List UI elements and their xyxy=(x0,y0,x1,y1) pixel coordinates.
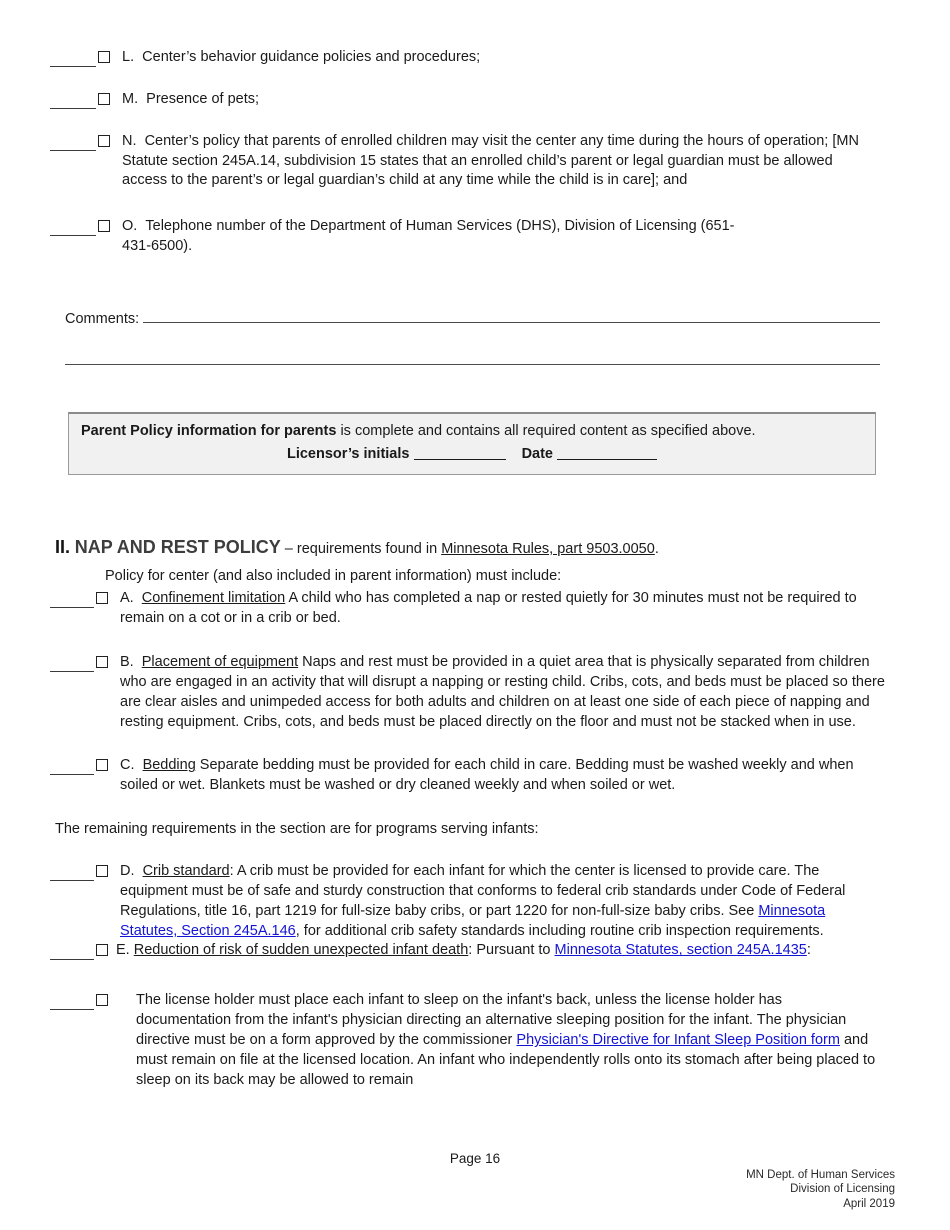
checklist-item-D[interactable] xyxy=(50,862,950,941)
item-label-O: O. xyxy=(122,218,138,235)
checklist-item-sleep-position-text xyxy=(108,991,876,1090)
item-label-A: A. xyxy=(120,590,134,607)
item-body-L: Center’s behavior guidance policies and procedures; xyxy=(142,49,481,65)
checklist-item-D-text xyxy=(108,862,882,941)
checkbox-sleep-position[interactable] xyxy=(96,994,108,1006)
sleep-part1: The license holder must place each infant to sleep on the infant's back, unless the license holder has documentation from the infant's physician directing an alternative sleeping position for the infant. The physician directive must be on a form approved by the commissioner xyxy=(136,992,847,1049)
attestation-bold-lead: Parent Policy information for parents xyxy=(81,422,337,439)
initial-blank-line[interactable] xyxy=(50,93,96,109)
comments-input-line-1[interactable] xyxy=(143,309,880,323)
checklist-item-A-text xyxy=(108,589,880,629)
initial-blank-line[interactable] xyxy=(50,759,94,775)
checklist-item-L[interactable] xyxy=(50,48,950,68)
checkbox-C[interactable] xyxy=(96,759,108,771)
checklist-item-M-text xyxy=(110,90,950,110)
checkbox-E[interactable] xyxy=(96,944,108,956)
comments-row xyxy=(65,309,880,330)
initial-blank-line[interactable] xyxy=(50,135,96,151)
comments-section xyxy=(65,309,880,365)
item-term-D: Crib standard xyxy=(142,863,230,880)
section-two-heading xyxy=(55,535,950,560)
initial-blank-line[interactable] xyxy=(50,865,94,881)
item-label-B: B. xyxy=(120,654,134,671)
initial-blank-line[interactable] xyxy=(50,220,96,236)
checkbox-A[interactable] xyxy=(96,592,108,604)
checklist-item-O-text xyxy=(110,217,762,257)
footer-org-line-1: MN Dept. of Human Services xyxy=(746,1169,895,1181)
date-input[interactable] xyxy=(557,446,657,460)
checklist-item-B[interactable] xyxy=(50,653,950,732)
physicians-directive-form-link[interactable]: Physician's Directive for Infant Sleep Position form xyxy=(516,1032,840,1049)
item-label-C: C. xyxy=(120,757,135,774)
checklist-item-E-text xyxy=(108,941,841,961)
item-label-L: L. xyxy=(122,49,135,65)
attestation-rest: is complete and contains all required content as specified above. xyxy=(336,422,756,439)
checkbox-B[interactable] xyxy=(96,656,108,668)
initial-blank-line[interactable] xyxy=(50,51,96,67)
licensor-initials-input[interactable] xyxy=(414,446,506,460)
checklist-item-L-text xyxy=(110,48,950,68)
checkbox-N[interactable] xyxy=(98,135,110,147)
attestation-statement xyxy=(81,422,863,442)
footer-org-line-3: April 2019 xyxy=(843,1197,895,1210)
section-two-number: II. xyxy=(55,536,71,557)
checklist-item-O[interactable] xyxy=(50,217,950,257)
section-two-dash-text: – requirements found in xyxy=(280,540,442,557)
checkbox-O[interactable] xyxy=(98,220,110,232)
licensor-initials-label: Licensor’s initials xyxy=(286,445,410,462)
page-number: Page 16 xyxy=(449,1151,501,1166)
item-label-E: E. xyxy=(116,942,130,959)
item-d-part2: , for additional crib safety standards including routine crib inspection requirements. xyxy=(295,922,824,939)
checklist-item-B-text xyxy=(108,653,890,732)
infant-programs-note: The remaining requirements in the section are for programs serving infants: xyxy=(55,821,539,838)
item-body-M: Presence of pets; xyxy=(146,90,260,107)
minnesota-statutes-245a146-link[interactable]: Minnesota Statutes, Section 245A.146 xyxy=(120,902,826,939)
section-one-items xyxy=(0,0,950,257)
checklist-item-M[interactable] xyxy=(50,90,950,110)
checklist-item-sleep-position[interactable] xyxy=(50,991,950,1090)
item-d-part1: : A crib must be provided for each infant for which the center is licensed to provide care. The equipment must be of safe and sturdy construction that conforms to federal crib standards under Code of Federal Regulations, title 16, part 1219 for full-size baby cribs, or part 1220 for non-full-size baby cribs. See xyxy=(120,863,846,919)
sleep-part2: and must remain on file at the licensed location. An infant who independently rolls onto its stomach after being placed to sleep on its back may be allowed to remain xyxy=(136,1032,876,1088)
item-body-N: Center’s policy that parents of enrolled children may visit the center any time during the hours of operation; [MN Statute section 245A.14, subdivision 15 states that an enrolled child’s parent or legal guardian must be allowed access to the parent’s or legal guardian’s child at any time while the child is in care]; and xyxy=(122,132,859,189)
attestation-box xyxy=(68,412,876,475)
initial-blank-line[interactable] xyxy=(50,656,94,672)
item-label-M: M. xyxy=(122,90,139,107)
checklist-item-E[interactable] xyxy=(50,941,950,961)
item-label-N: N. xyxy=(122,132,137,149)
section-two-intro: Policy for center (and also included in parent information) must include: xyxy=(105,568,562,585)
section-two-title: NAP AND REST POLICY xyxy=(74,536,281,557)
footer-organization xyxy=(746,1168,895,1211)
checklist-item-C[interactable] xyxy=(50,756,950,796)
item-body-O: Telephone number of the Department of Human Services (DHS), Division of Licensing (651-431-6500). xyxy=(122,218,735,255)
item-e-part2: : xyxy=(806,942,811,959)
item-body-B: Naps and rest must be provided in a quiet area that is physically separated from children who are engaged in an activity that will disrupt a napping or resting child. Cribs, cots, and beds must be placed so there are clear aisles and unimpeded access for both adults and children on at least one side of each piece of napping and resting equipment. Cribs, cots, and beds must be placed directly on the floor and must not be stacked when in use. xyxy=(120,654,885,730)
initial-blank-line[interactable] xyxy=(50,994,94,1010)
item-body-A: A child who has completed a nap or rested quietly for 30 minutes must not be required to remain on a cot or in a crib or bed. xyxy=(120,590,857,627)
item-term-C: Bedding xyxy=(142,757,196,774)
date-label: Date xyxy=(521,445,553,462)
comments-label: Comments: xyxy=(65,311,140,328)
item-e-part1: : Pursuant to xyxy=(468,942,555,959)
initial-blank-line[interactable] xyxy=(50,592,94,608)
checkbox-L[interactable] xyxy=(98,51,110,63)
section-two-trailing: . xyxy=(654,540,659,557)
checklist-item-A[interactable] xyxy=(50,589,950,629)
item-body-C: Separate bedding must be provided for each child in care. Bedding must be washed weekly and when soiled or wet. Blankets must be washed or dry cleaned weekly and when soiled or wet. xyxy=(120,757,854,794)
item-label-D: D. xyxy=(120,863,135,880)
minnesota-rules-link[interactable]: Minnesota Rules, part 9503.0050 xyxy=(441,540,655,557)
item-term-B: Placement of equipment xyxy=(141,654,299,671)
checklist-item-N-text xyxy=(110,132,867,192)
item-term-E: Reduction of risk of sudden unexpected infant death xyxy=(133,942,469,959)
checklist-item-C-text xyxy=(108,756,890,796)
checklist-item-N[interactable] xyxy=(50,132,950,192)
initial-blank-line[interactable] xyxy=(50,944,94,960)
item-term-A: Confinement limitation xyxy=(141,590,286,607)
attestation-signature-row xyxy=(81,445,863,465)
checkbox-M[interactable] xyxy=(98,93,110,105)
checkbox-D[interactable] xyxy=(96,865,108,877)
footer-org-line-2: Division of Licensing xyxy=(790,1183,895,1196)
comments-input-line-2[interactable] xyxy=(65,363,880,365)
minnesota-statutes-245a1435-link[interactable]: Minnesota Statutes, section 245A.1435 xyxy=(554,942,807,959)
